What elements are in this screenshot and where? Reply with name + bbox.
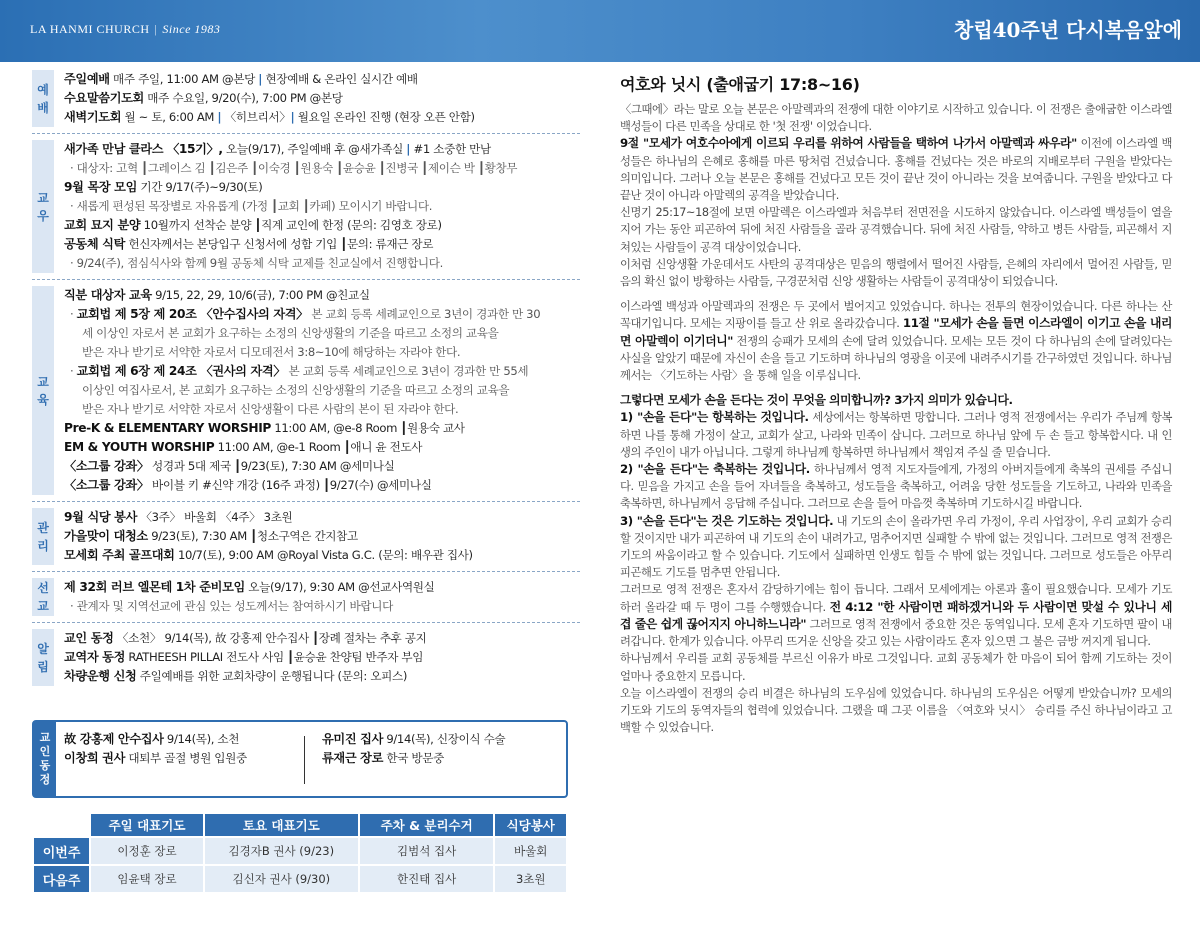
member-news-box (32, 720, 568, 798)
member-news-right (322, 730, 505, 768)
announcement-line: 교회 묘지 분양 10월까지 선착순 분양 ┃직계 교인에 한정 (문의: 김영호 장로) (64, 218, 442, 232)
announcement-line: 차량운행 신청 주일예배를 위한 교회차량이 운행됩니다 (문의: 오피스) (64, 669, 408, 683)
announcement-detail: 이상인 여집사로서, 본 교회가 요구하는 소정의 신앙생활의 기준을 따르고 소정의 교육을 (82, 383, 510, 397)
section-tag: 관리 (32, 508, 54, 565)
sermon-paragraph: 1) "손을 든다"는 항복하는 것입니다. 세상에서는 항복하면 망합니다. 그러나 영적 전쟁에서는 우리가 주님께 항복하면 나를 통해 가정이 살고, 교회가 살고, 나라와 민족이 삽니다. 그러므로 하나님 앞에 두 손 들고 항복합시다. 내 인생의 주인이 내가 아닙니다. 그렇게 하나님께 항복하면 하나님께서 책임져 주실 줄 믿습니다. (620, 410, 1172, 459)
sermon-paragraph: 하나님께서 우리를 교회 공동체를 부르신 이유가 바로 그것입니다. 교회 공동체가 한 마음이 되어 함께 기도하는 것이 얼마나 중요한지 모릅니다. (620, 652, 1172, 683)
announcement-detail: 받은 자나 받기로 서약한 자로서 신앙생활이 다른 사람의 본이 된 자라야 한다. (82, 402, 459, 416)
member-news-item: 故 강홍제 안수집사 9/14(목), 소천 (64, 732, 240, 746)
duty-cell: 임윤택 장로 (90, 865, 204, 893)
table-row (33, 837, 567, 865)
announcement-line: 새벽기도회 월 ~ 토, 6:00 AM | 〈히브리서〉| 월요일 온라인 진행 (현장 오픈 안함) (64, 110, 475, 124)
announcement-line: 주일예배 매주 주일, 11:00 AM @본당 | 현장예배 & 온라인 실시간 예배 (64, 72, 418, 86)
duty-table (32, 812, 568, 894)
duty-cell: 김범석 집사 (359, 837, 495, 865)
member-news-divider (304, 736, 305, 784)
announcement-detail: · 교회법 제 6장 제 24조 〈권사의 자격〉 본 교회 등록 세례교인으로 3년이 경과한 만 55세 (70, 364, 529, 378)
sermon-paragraph: 그렇다면 모세가 손을 든다는 것이 무엇을 의미합니까? 3가지 의미가 있습니다. (620, 393, 1013, 408)
announcement-line: 가을맞이 대청소 9/23(토), 7:30 AM ┃청소구역은 간지참고 (64, 529, 358, 543)
announcement-detail: · 대상자: 고혁 ┃그레이스 김 ┃김은주 ┃이숙경 ┃원용숙 ┃윤승윤 ┃진병국 ┃제이슨 박 ┃황창무 (70, 161, 518, 175)
sermon-paragraph: 2) "손을 든다"는 축복하는 것입니다. 하나님께서 영적 지도자들에게, 가정의 아버지들에게 축복의 권세를 주십니다. 믿음을 가지고 손을 들어 자녀들을 축복하고, 성도들을 축복하고, 어려움 당한 성도들을 기도하고, 나라와 민족을 축복하면, 하나님께서 응답해 주십니다. 그러므로 손을 들어 마음껏 축복하며 기도하시길 바랍니다. (620, 462, 1172, 511)
member-news-item: 류재근 장로 한국 방문중 (322, 751, 444, 765)
announcement-line: 교인 동정 〈소천〉 9/14(목), 故 강홍제 안수집사 ┃장례 절차는 추후 공지 (64, 631, 427, 645)
announcement-line: 공동체 식탁 헌신자께서는 본당입구 신청서에 성함 기입 ┃문의: 류재근 장로 (64, 237, 434, 251)
duty-cell: 이정훈 장로 (90, 837, 204, 865)
duty-cell: 한진태 집사 (359, 865, 495, 893)
duty-header: 토요 대표기도 (204, 813, 359, 837)
duty-corner (33, 813, 90, 837)
sermon-paragraph: 3) "손을 든다"는 것은 기도하는 것입니다. 내 기도의 손이 올라가면 우리 가정이, 우리 사업장이, 우리 교회가 승리할 것이지만 내가 피곤하여 내 기도의 손이 내려가고, 멈추어지면 실패할 수 밖에 없는 것입니다. 그러므로 영적 전쟁은 기도의 싸움이라고 할 수 있습니다. 기도에서 실패하면 인생도 힘들 수 밖에 없는 것입니다. 그러므로 성도들은 아무리 피곤해도 기도를 멈추면 안됩니다. (620, 513, 1173, 580)
announcement-detail: · 9/24(주), 점심식사와 함께 9월 공동체 식탁 교제를 친교실에서 진행합니다. (70, 256, 443, 270)
duty-cell: 김신자 권사 (9/30) (204, 865, 359, 893)
table-row (33, 865, 567, 893)
announcement-line: 직분 대상자 교육 9/15, 22, 29, 10/6(금), 7:00 PM @친교실 (64, 288, 370, 302)
duty-cell: 바울회 (494, 837, 567, 865)
church-brand: LA HANMI CHURCH | Since 1983 (30, 22, 221, 36)
duty-row-label: 이번주 (33, 837, 90, 865)
section-fellowship (32, 140, 580, 280)
member-news-tag: 교인동정 (34, 722, 56, 796)
announcement-detail: · 교회법 제 5장 제 20조 〈안수집사의 자격〉 본 교회 등록 세례교인으로 3년이 경과한 만 30 (70, 307, 541, 321)
duty-cell: 3초원 (494, 865, 567, 893)
sermon-title: 여호와 닛시 (출애굽기 17:8~16) (620, 75, 860, 94)
announcement-line: EM & YOUTH WORSHIP 11:00 AM, @e-1 Room ┃애니 윤 전도사 (64, 440, 423, 454)
duty-header-row (33, 813, 567, 837)
section-education (32, 286, 580, 502)
church-name: LA HANMI CHURCH (30, 22, 150, 36)
section-tag: 교우 (32, 140, 54, 273)
sermon-paragraph: 신명기 25:17~18절에 보면 아말렉은 이스라엘과 처음부터 전면전을 시도하지 않았습니다. 이스라엘 백성들이 열을 지어 가는 동안 피곤하여 뒤에 처진 사람들을 골라 공격했습니다. 뒤에 처진 사람들, 약하고 병든 사람들, 피곤해서 지쳐있는 사람들이 공격 대상이었습니다. (620, 206, 1172, 254)
sermon-paragraph: 오늘 이스라엘이 전쟁의 승리 비결은 하나님의 도우심에 있었습니다. 하나님의 도우심은 어떻게 받았습니까? 모세의 기도와 기도의 동역자들의 협력에 있었습니다. 그랬을 때 그곳 이름을 〈여호와 닛시〉 승리를 주신 하나님이라고 고백할 수 있었습니다. (620, 686, 1172, 735)
announcement-detail: 받은 자나 받기로 서약한 자로서 디모데전서 3:8~10에 해당하는 자라야 한다. (82, 345, 461, 359)
member-news-left (64, 730, 247, 768)
announcements-column (32, 70, 580, 698)
sermon-paragraph: 이처럼 신앙생활 가운데서도 사탄의 공격대상은 믿음의 행렬에서 떨어진 사람들, 은혜의 자리에서 멀어진 사람들, 믿음의 확신 없이 방황하는 사람들, 구경꾼처럼 신앙 생활하는 사람들이 공격대상이 되었습니다. (620, 257, 1172, 289)
sermon-column (620, 72, 1172, 736)
section-admin (32, 508, 580, 572)
church-since: Since 1983 (162, 22, 221, 36)
section-mission (32, 578, 580, 623)
sermon-paragraph: 이스라엘 백성과 아말렉과의 전쟁은 두 곳에서 벌어지고 있었습니다. 하나는 전투의 현장이었습니다. 다른 하나는 산꼭대기입니다. 모세는 지팡이를 들고 산 위로 올라갔습니다. 11절 "모세가 손을 들면 이스라엘이 이기고 손을 내리면 아말렉이 이기더니" 전쟁의 승패가 모세의 손에 달려 있었습니다. 모세는 모든 것이 다 하나님의 손에 달려있다는 사실을 알았기 때문에 자신이 손을 들고 기도하며 하나님의 영광을 이곳에 내려주시기를 간구하였던 것입니다. 하나님께서는 〈기도하는 사람〉을 통해 일을 이루십니다. (620, 300, 1173, 383)
duty-header: 주차 & 분리수거 (359, 813, 495, 837)
announcement-line: 교역자 동정 RATHEESH PILLAI 전도사 사임 ┃윤승윤 찬양팀 반주자 부임 (64, 650, 424, 664)
duty-header: 식당봉사 (494, 813, 567, 837)
announcement-line: 9월 목장 모임 기간 9/17(주)~9/30(토) (64, 180, 263, 194)
announcement-detail: · 새롭게 편성된 목장별로 자유롭게 (가정 ┃교회 ┃카페) 모이시기 바랍니다. (70, 199, 433, 213)
page-header (0, 0, 1200, 62)
sermon-paragraph: 그러므로 영적 전쟁은 혼자서 감당하기에는 힘이 듭니다. 그래서 모세에게는 아론과 훌이 필요했습니다. 모세가 기도하러 올라갈 때 두 명이 그를 수행했습니다. 전 4:12 "한 사람이면 패하겠거니와 두 사람이면 맞설 수 있나니 세 겹 줄은 쉽게 끊어지지 아니하느니라" 그러므로 영적 전쟁에서 중요한 것은 동역입니다. 모세 혼자 기도하면 팔이 내려갑니다. 한계가 있습니다. 아무리 뜨거운 신앙을 갖고 있는 사람이라도 혼자 있으면 그 불은 금방 꺼지게 됩니다. (620, 583, 1172, 649)
announcement-line: Pre-K & ELEMENTARY WORSHIP 11:00 AM, @e-8 Room ┃원용숙 교사 (64, 421, 465, 435)
announcement-line: 〈소그룹 강좌〉 바이블 키 #신약 개강 (16주 과정) ┃9/27(수) @세미나실 (64, 478, 432, 492)
section-tag: 알림 (32, 629, 54, 686)
announcement-line: 9월 식당 봉사 〈3주〉 바울회 〈4주〉 3초원 (64, 510, 293, 524)
announcement-line: 모세회 주최 골프대회 10/7(토), 9:00 AM @Royal Vista G.C. (문의: 배우관 집사) (64, 548, 473, 562)
announcement-detail: 세 이상인 자로서 본 교회가 요구하는 소정의 신앙생활의 기준을 따르고 소정의 교육을 (82, 326, 499, 340)
announcement-detail: · 관계자 및 지역선교에 관심 있는 성도께서는 참여하시기 바랍니다 (70, 599, 393, 613)
member-news-item: 이창희 권사 대퇴부 골절 병원 입원중 (64, 751, 247, 765)
duty-cell: 김경자B 권사 (9/23) (204, 837, 359, 865)
sermon-paragraph: 〈그때에〉라는 말로 오늘 본문은 아말렉과의 전쟁에 대한 이야기로 시작하고 있습니다. 이 전쟁은 출애굽한 이스라엘 백성들이 다른 민족을 상대로 한 '첫 전쟁' 이었습니다. (620, 103, 1172, 134)
sermon-paragraph: 9절 "모세가 여호수아에게 이르되 우리를 위하여 사람들을 택하여 나가서 아말렉과 싸우라" 이전에 이스라엘 백성들은 하나님의 은혜로 홍해를 마른 땅처럼 건넜습니다. 홍해를 건넜다는 것은 바로의 지배로부터 구원을 받았다는 의미입니다. 그러나 오늘 본문은 홍해를 건넜다고 모든 것이 끝난 것이 아니라는 것을 보여줍니다. 구원을 받았다고 다 끝난 것이 아니라 아말렉의 공격을 받았습니다. (620, 136, 1172, 203)
section-tag: 선교 (32, 578, 54, 616)
section-tag: 교육 (32, 286, 54, 495)
section-worship (32, 70, 580, 134)
member-news-item: 유미진 집사 9/14(목), 신장이식 수술 (322, 732, 506, 746)
section-tag: 예배 (32, 70, 54, 127)
announcement-line: 수요말씀기도회 매주 수요일, 9/20(수), 7:00 PM @본당 (64, 91, 343, 105)
duty-row-label: 다음주 (33, 865, 90, 893)
announcement-line: 〈소그룹 강좌〉 성경과 5대 제국 ┃9/23(토), 7:30 AM @세미나실 (64, 459, 395, 473)
anniversary-motto: 창립40주년 다시복음앞에 (954, 18, 1182, 42)
announcement-line: 새가족 만남 클라스 〈15기〉, 오늘(9/17), 주일예배 후 @새가족실 | #1 소중한 만남 (64, 142, 491, 156)
section-notice (32, 629, 580, 692)
announcement-line: 제 32회 러브 엘몬테 1차 준비모임 오늘(9/17), 9:30 AM @선교사역원실 (64, 580, 435, 594)
duty-header: 주일 대표기도 (90, 813, 204, 837)
